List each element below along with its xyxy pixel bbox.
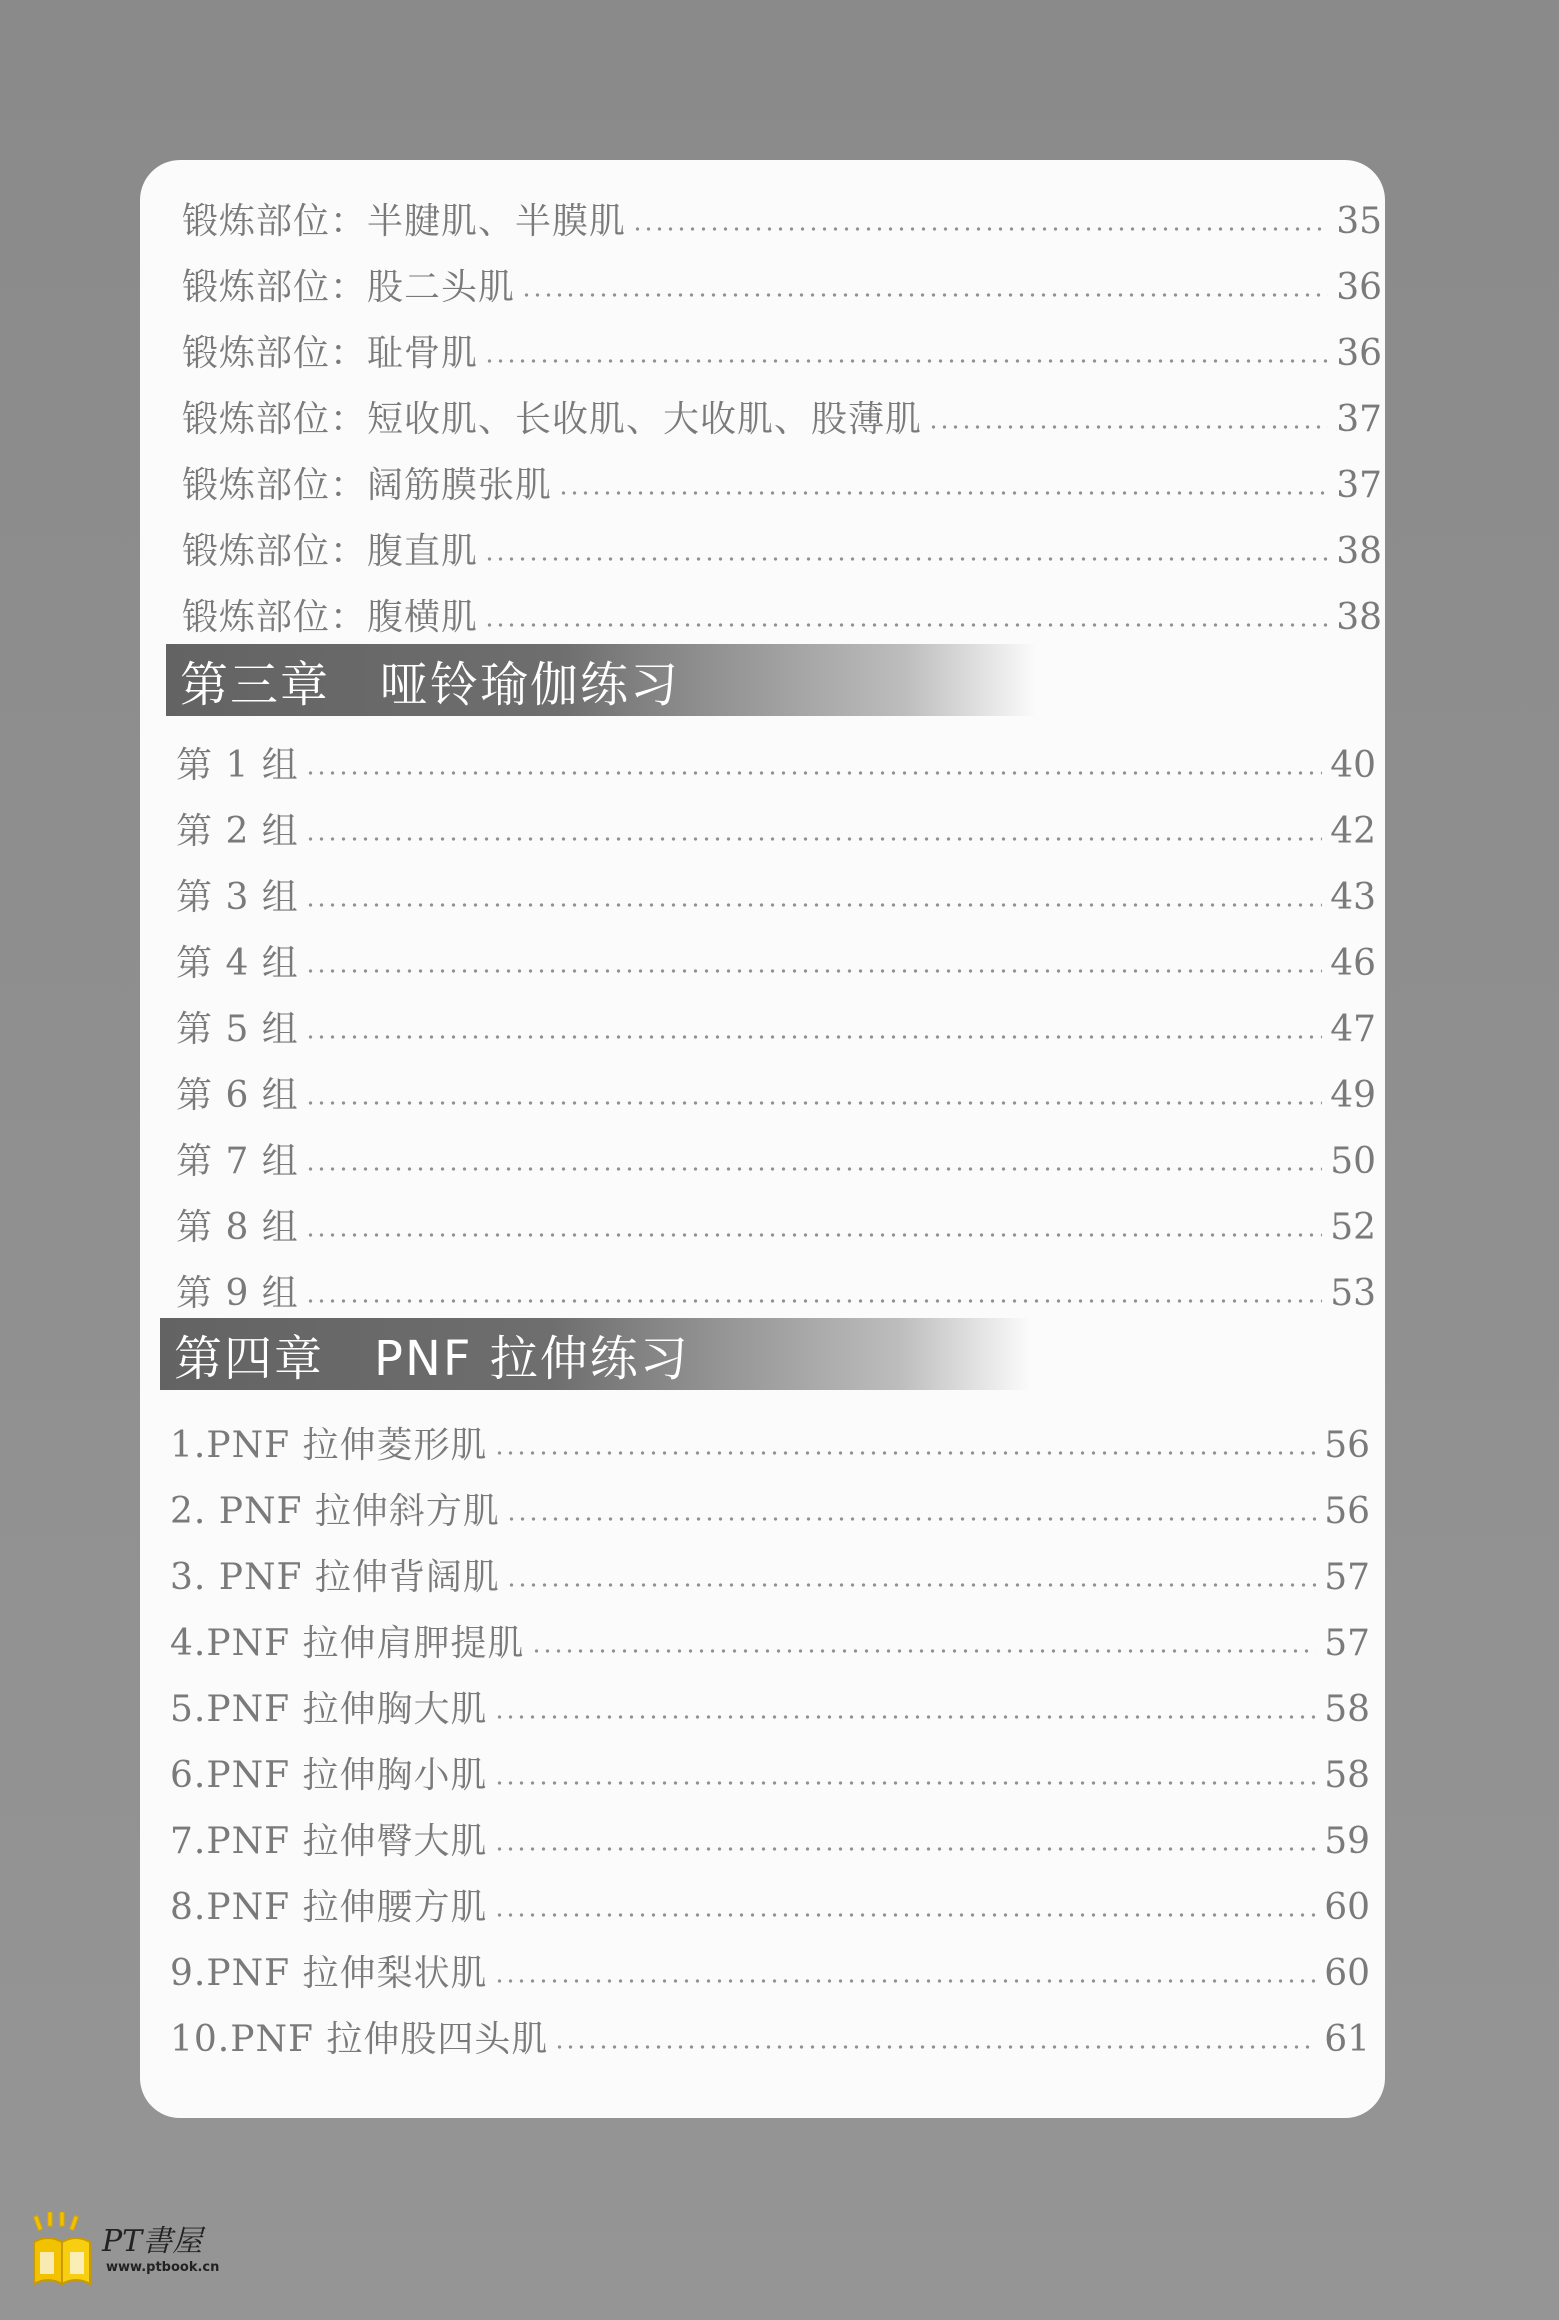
- toc-entry-page: 46: [1330, 943, 1376, 984]
- toc-entry[interactable]: [170, 1602, 1370, 1662]
- toc-entry[interactable]: [182, 576, 1382, 636]
- toc-entry[interactable]: [182, 180, 1382, 240]
- toc-entry-page: 37: [1336, 465, 1382, 506]
- toc-entry[interactable]: [170, 1866, 1370, 1926]
- toc-entry-label: 6.PNF 拉伸胸小肌: [170, 1755, 488, 1796]
- toc-entry-label: 锻炼部位：短收肌、长收肌、大收肌、股薄肌: [182, 399, 923, 440]
- toc-entry[interactable]: [182, 246, 1382, 306]
- leader-dots: [305, 1166, 1322, 1172]
- toc-entry-label: 锻炼部位：腹直肌: [182, 531, 479, 572]
- toc-entry-page: 60: [1324, 1953, 1370, 1994]
- toc-entry-page: 47: [1330, 1009, 1376, 1050]
- toc-entry-page: 50: [1330, 1141, 1376, 1182]
- toc-entry[interactable]: [170, 1734, 1370, 1794]
- toc-entry-label: 2. PNF 拉伸斜方肌: [170, 1491, 500, 1532]
- toc-entry[interactable]: [176, 790, 1376, 850]
- book-icon: [30, 2212, 96, 2292]
- toc-entry-label: 第 6 组: [176, 1075, 299, 1116]
- leader-dots: [494, 1912, 1317, 1918]
- leader-dots: [554, 2044, 1316, 2050]
- toc-entry-page: 38: [1336, 531, 1382, 572]
- toc-entry-label: 第 5 组: [176, 1009, 299, 1050]
- leader-dots: [494, 1450, 1317, 1456]
- toc-entry[interactable]: [170, 1668, 1370, 1728]
- chapter-heading[interactable]: [160, 1318, 1030, 1390]
- toc-entry-page: 53: [1330, 1273, 1376, 1314]
- toc-entry[interactable]: [170, 1404, 1370, 1464]
- toc-entry[interactable]: [176, 1054, 1376, 1114]
- toc-entry-label: 7.PNF 拉伸臀大肌: [170, 1821, 488, 1862]
- toc-entry-page: 37: [1336, 399, 1382, 440]
- leader-dots: [305, 1298, 1322, 1304]
- toc-entry-label: 锻炼部位：股二头肌: [182, 267, 516, 308]
- toc-entry-page: 57: [1324, 1623, 1370, 1664]
- leader-dots: [494, 1780, 1317, 1786]
- toc-entry-label: 第 1 组: [176, 745, 299, 786]
- leader-dots: [494, 1714, 1317, 1720]
- toc-entry[interactable]: [176, 922, 1376, 982]
- toc-entry-page: 56: [1324, 1491, 1370, 1532]
- toc-entry[interactable]: [176, 1186, 1376, 1246]
- toc-entry[interactable]: [176, 988, 1376, 1048]
- toc-entry-page: 36: [1336, 333, 1382, 374]
- toc-entry-label: 第 9 组: [176, 1273, 299, 1314]
- toc-entry-label: 第 2 组: [176, 811, 299, 852]
- leader-dots: [305, 836, 1322, 842]
- leader-dots: [484, 556, 1328, 562]
- leader-dots: [305, 770, 1322, 776]
- toc-entry-page: 56: [1324, 1425, 1370, 1466]
- leader-dots: [494, 1846, 1317, 1852]
- toc-entry[interactable]: [170, 1536, 1370, 1596]
- leader-dots: [928, 424, 1328, 430]
- toc-entry-page: 61: [1324, 2019, 1370, 2060]
- toc-entry-page: 58: [1324, 1755, 1370, 1796]
- toc-entry-label: 3. PNF 拉伸背阔肌: [170, 1557, 500, 1598]
- toc-entry[interactable]: [182, 444, 1382, 504]
- leader-dots: [521, 292, 1328, 298]
- leader-dots: [558, 490, 1328, 496]
- toc-entry-label: 第 7 组: [176, 1141, 299, 1182]
- toc-entry-label: 1.PNF 拉伸菱形肌: [170, 1425, 488, 1466]
- toc-entry[interactable]: [170, 1998, 1370, 2058]
- leader-dots: [531, 1648, 1317, 1654]
- leader-dots: [506, 1516, 1316, 1522]
- toc-entry-page: 36: [1336, 267, 1382, 308]
- toc-entry-page: 49: [1330, 1075, 1376, 1116]
- toc-entry-label: 10.PNF 拉伸股四头肌: [170, 2019, 549, 2060]
- watermark-name: PT書屋: [102, 2224, 203, 2259]
- watermark-logo: [30, 2212, 240, 2292]
- toc-entry-page: 57: [1324, 1557, 1370, 1598]
- leader-dots: [494, 1978, 1317, 1984]
- toc-entry-label: 第 8 组: [176, 1207, 299, 1248]
- leader-dots: [484, 622, 1328, 628]
- toc-entry-label: 第 3 组: [176, 877, 299, 918]
- leader-dots: [632, 226, 1328, 232]
- toc-entry-page: 38: [1336, 597, 1382, 638]
- chapter-heading[interactable]: [166, 644, 1036, 716]
- chapter-title: 第四章 PNF 拉伸练习: [174, 1330, 690, 1387]
- toc-entry-page: 40: [1330, 745, 1376, 786]
- toc-entry[interactable]: [176, 724, 1376, 784]
- toc-entry[interactable]: [176, 1120, 1376, 1180]
- toc-entry[interactable]: [182, 378, 1382, 438]
- chapter-title: 第三章 哑铃瑜伽练习: [180, 656, 681, 713]
- leader-dots: [305, 1232, 1322, 1238]
- toc-entry-label: 锻炼部位：腹横肌: [182, 597, 479, 638]
- leader-dots: [305, 1100, 1322, 1106]
- toc-entry-label: 9.PNF 拉伸梨状肌: [170, 1953, 488, 1994]
- toc-entry-label: 锻炼部位：耻骨肌: [182, 333, 479, 374]
- toc-entry[interactable]: [176, 856, 1376, 916]
- toc-entry[interactable]: [182, 312, 1382, 372]
- toc-entry-label: 第 4 组: [176, 943, 299, 984]
- toc-entry-label: 5.PNF 拉伸胸大肌: [170, 1689, 488, 1730]
- leader-dots: [506, 1582, 1316, 1588]
- toc-entry-label: 锻炼部位：阔筋膜张肌: [182, 465, 553, 506]
- toc-entry-page: 35: [1336, 201, 1382, 242]
- leader-dots: [305, 1034, 1322, 1040]
- toc-entry-page: 59: [1324, 1821, 1370, 1862]
- toc-entry[interactable]: [176, 1252, 1376, 1312]
- toc-entry-page: 60: [1324, 1887, 1370, 1928]
- toc-entry[interactable]: [170, 1800, 1370, 1860]
- toc-entry[interactable]: [170, 1470, 1370, 1530]
- leader-dots: [305, 902, 1322, 908]
- leader-dots: [305, 968, 1322, 974]
- toc-entry[interactable]: [170, 1932, 1370, 1992]
- leader-dots: [484, 358, 1328, 364]
- toc-entry-page: 43: [1330, 877, 1376, 918]
- toc-entry-page: 52: [1330, 1207, 1376, 1248]
- toc-entry-label: 锻炼部位：半腱肌、半膜肌: [182, 201, 627, 242]
- toc-entry-page: 58: [1324, 1689, 1370, 1730]
- toc-entry[interactable]: [182, 510, 1382, 570]
- toc-entry-label: 8.PNF 拉伸腰方肌: [170, 1887, 488, 1928]
- watermark-url: www.ptbook.cn: [106, 2260, 220, 2275]
- toc-entry-page: 42: [1330, 811, 1376, 852]
- toc-entry-label: 4.PNF 拉伸肩胛提肌: [170, 1623, 525, 1664]
